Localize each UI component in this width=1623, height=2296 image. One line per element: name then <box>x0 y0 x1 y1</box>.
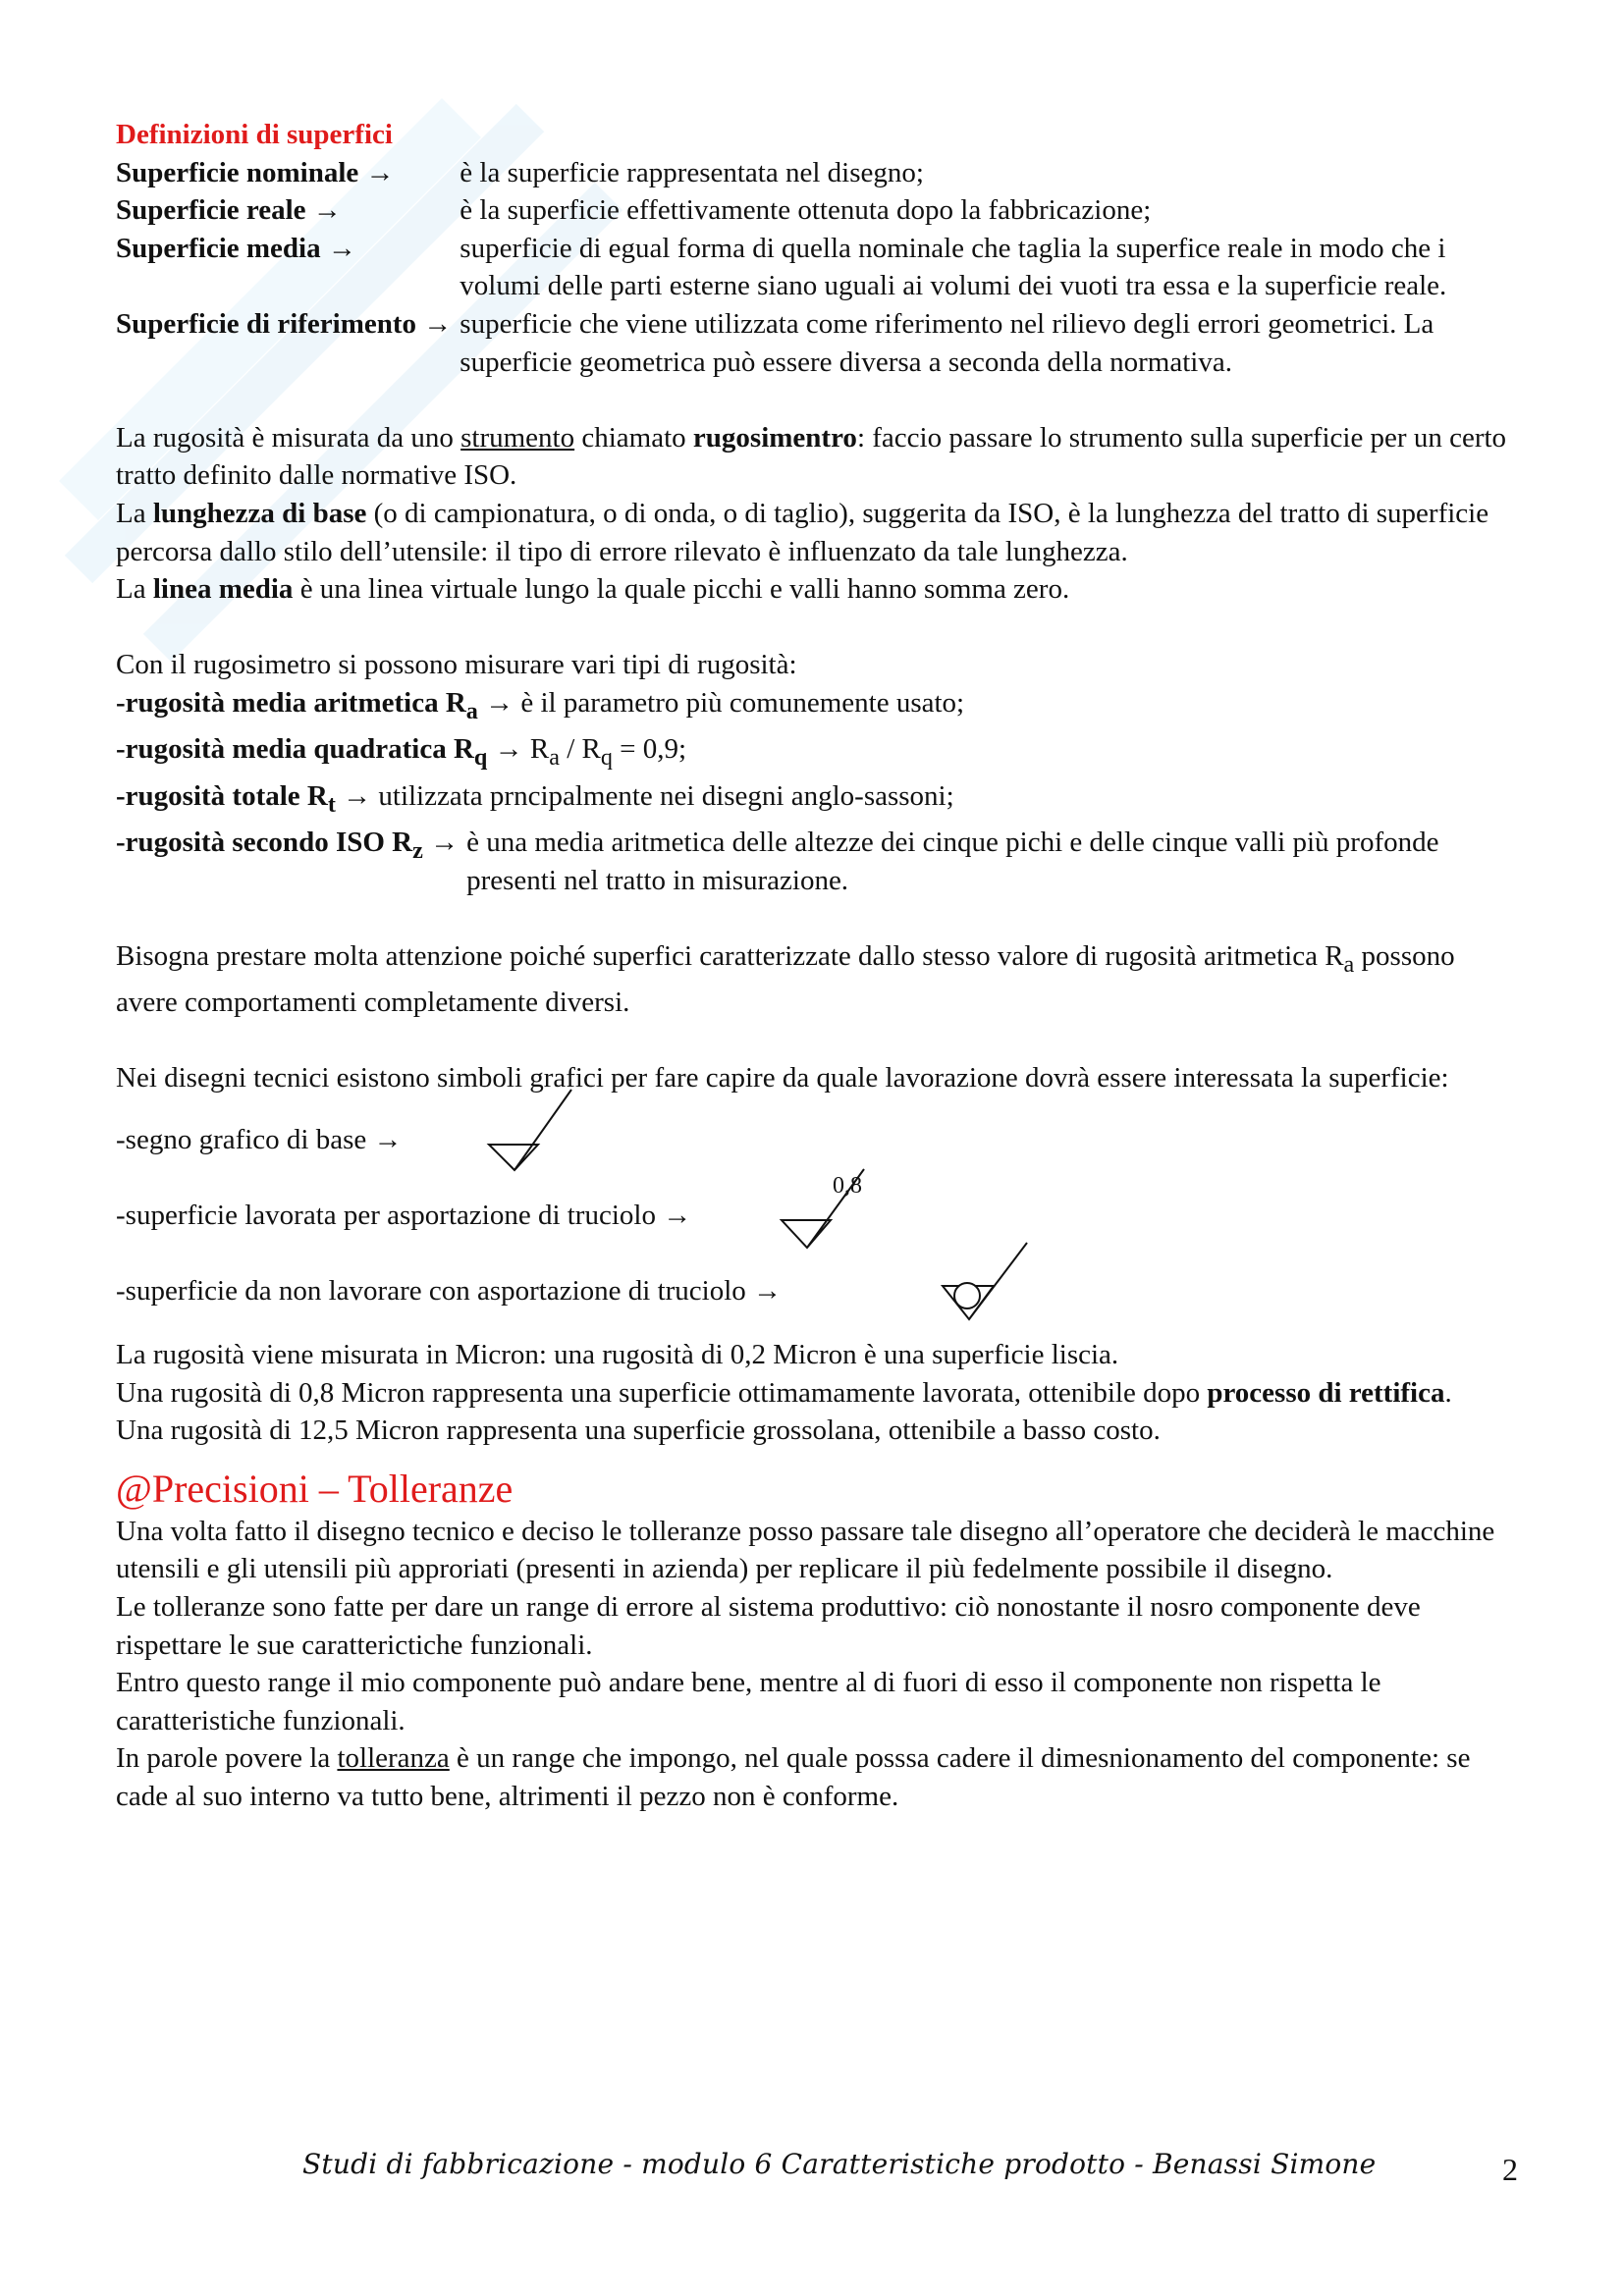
definition-term: Superficie media → <box>116 232 356 264</box>
page-content <box>116 116 1520 1816</box>
symbol-row-machined: -superficie lavorata per asportazione di truciolo → 0,8 <box>116 1173 1520 1249</box>
definition-list <box>116 154 1520 382</box>
roughness-item: -rugosità media quadratica $R_q \to R_a / R_q = 0,9$; <box>116 733 687 772</box>
paragraph-micron-2: Una rugosità di 0,8 Micron rappresenta una superficie ottimamamente lavorata, ottenibile dopo processo di rettifica. <box>116 1376 1452 1409</box>
roughness-item: -rugosità secondo ISO $R_z$ → è una media aritmetica delle altezze dei cinque pichi e delle cinque valli più profonde presenti nel tratto in misurazione. <box>116 827 1439 896</box>
roughness-item: -rugosità media aritmetica $R_a$ → è il parametro più comunemente usato; <box>116 686 965 724</box>
definition-term: Superficie reale → <box>116 194 342 227</box>
roughness-item: -rugosità totale $R_t$ → utilizzata prncipalmente nei disegni anglo-sassoni; <box>116 779 954 818</box>
footer-text: Studi di fabbricazione - modulo 6 Caratteristiche prodotto - Benassi Simone <box>302 2148 1377 2180</box>
paragraph-tolerance-4: In parole povere la tolleranza è un range che impongo, nel quale posssa cadere il dimesnionamento del componente: se cade al suo interno va tutto bene, altrimenti il pezzo non è conforme. <box>116 1742 1471 1812</box>
definition-desc: superficie di egual forma di quella nominale che taglia la superfice reale in modo che i volumi delle parti esterne siano uguali ai volumi dei vuoti tra essa e la superficie reale. <box>460 232 1447 302</box>
definition-desc: superficie che viene utilizzata come riferimento nel rilievo degli errori geometrici. La superficie geometrica può essere diversa a seconda della normativa. <box>460 307 1434 378</box>
definition-term: Superficie nominale → <box>116 156 395 188</box>
page-number: 2 <box>1502 2152 1518 2187</box>
definition-term: Superficie di riferimento → <box>116 307 453 340</box>
definition-desc: è la superficie rappresentata nel disegno; <box>460 156 924 188</box>
paragraph-rugosity-measure: La rugosità è misurata da uno strumento chiamato rugosimentro: faccio passare lo strumento sulla superficie per un certo tratto definito dalle normative ISO. <box>116 421 1507 492</box>
section-title: @Precisioni – Tolleranze <box>116 1466 514 1511</box>
paragraph-tolerance-3: Entro questo range il mio componente può andare bene, mentre al di fuori di esso il componente non rispetta le caratteristiche funzionali. <box>116 1667 1381 1736</box>
roughness-value-label: 0,8 <box>833 1173 862 1200</box>
paragraph-attention: Bisogna prestare molta attenzione poiché superfici caratterizzate dallo stesso valore di rugosità aritmetica $R_a$ possono avere comportamenti completamente diversi. <box>116 939 1455 1019</box>
paragraph-micron-3: Una rugosità di 12,5 Micron rappresenta una superficie grossolana, ottenibile a basso costo. <box>116 1415 1161 1447</box>
no-machining-symbol-icon <box>935 1241 1033 1329</box>
roughness-intro: Con il rugosimetro si possono misurare vari tipi di rugosità: <box>116 649 797 681</box>
page-footer <box>0 2148 1623 2197</box>
definitions-heading: Definizioni di superfici <box>116 119 393 150</box>
definition-desc: è la superficie effettivamente ottenuta dopo la fabbricazione; <box>460 194 1152 227</box>
symbol-row-basic: -segno grafico di base → <box>116 1097 1520 1173</box>
paragraph-tolerance-1: Una volta fatto il disegno tecnico e deciso le tolleranze posso passare tale disegno all’operatore che deciderà le macchine utensili e gli utensili più approriati (presenti in azienda) per replicare il più fedelmente possibile il disegno. <box>116 1515 1495 1585</box>
symbols-intro: Nei disegni tecnici esistono simboli grafici per fare capire da quale lavorazione dovrà essere interessata la superficie: <box>116 1062 1449 1095</box>
basic-surface-symbol-icon <box>481 1086 579 1174</box>
paragraph-mean-line: La linea media è una linea virtuale lungo la quale picchi e valli hanno somma zero. <box>116 573 1070 606</box>
paragraph-base-length: La lunghezza di base (o di campionatura, o di onda, o di taglio), suggerita da ISO, è la lunghezza del tratto di superficie percorsa dallo stilo dell’utensile: il tipo di errore rilevato è influenzato da tale lunghezza. <box>116 497 1489 567</box>
symbol-row-no-machining: -superficie da non lavorare con asportazione di truciolo → <box>116 1249 1520 1324</box>
paragraph-micron-1: La rugosità viene misurata in Micron: una rugosità di 0,2 Micron è una superficie liscia. <box>116 1339 1119 1371</box>
paragraph-tolerance-2: Le tolleranze sono fatte per dare un range di errore al sistema produttivo: ciò nonostante il nosro componente deve rispettare le sue caratterictiche funzionali. <box>116 1591 1421 1661</box>
